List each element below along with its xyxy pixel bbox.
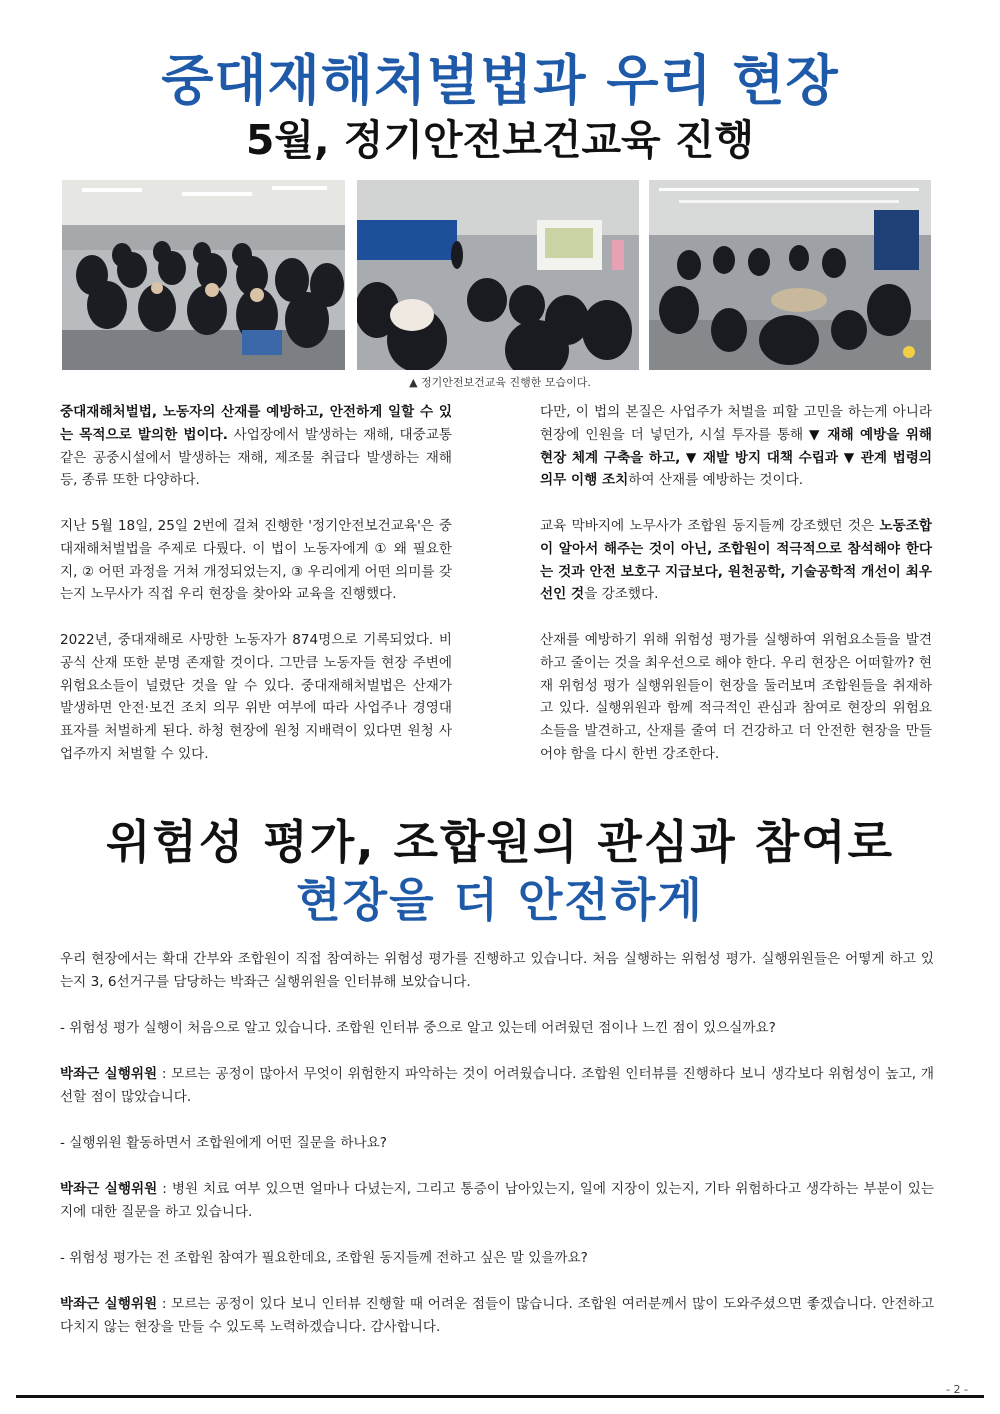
interview-question-2: - 실행위원 활동하면서 조합원에게 어떤 질문을 하나요? (60, 1135, 387, 1151)
interview-answer-2 (60, 1178, 934, 1224)
left-p1-rest: 사업장에서 발생하는 재해, 대중교통 같은 공중시설에서 발생하는 재해, 제조물 취급다 발생하는 재해 등, 종류 또한 다양하다. (60, 426, 453, 489)
answer-2-text: : 병원 치료 여부 있으면 얼마나 다녔는지, 그리고 통증이 남아있는지, 일에 지장이 있는지, 기타 위험하다고 생각하는 부분이 있는지에 대한 질문을 하고 있습니다. (60, 1181, 935, 1220)
photo-discussion-circle (649, 180, 931, 370)
photo-caption: ▲ 정기안전보건교육 진행한 모습이다. (409, 376, 591, 389)
left-paragraph-2: 지난 5월 18일, 25일 2번에 걸쳐 진행한 '정기안전보건교육'은 중대재해처벌법을 주제로 다뤘다. 이 법이 노동자에게 ① 왜 필요한지, ② 어떤 과정을 거쳐 개정되었는지, ③ 우리에게 어떤 의미를 갖는지 노무사가 직접 우리 현장을 찾아와 교육을 진행했다. (60, 517, 452, 603)
answer-3-text: : 모르는 공정이 있다 보니 인터뷰 진행할 때 어려운 점들이 많습니다. 조합원 여러분께서 많이 도와주셨으면 좋겠습니다. 안전하고 다치지 않는 현장을 만들 수 있도록 노력하겠습니다. 감사합니다. (60, 1296, 934, 1335)
speaker-name: 박좌근 실행위원 (60, 1296, 158, 1312)
interview-answer-1 (60, 1063, 934, 1109)
photo-presentation (357, 180, 639, 370)
answer-1-text: : 모르는 공정이 많아서 무엇이 위험한지 파악하는 것이 어려웠습니다. 조합원 인터뷰를 진행하다 보니 생각보다 위험성이 높고, 개선할 점이 많았습니다. (60, 1066, 934, 1105)
right-p1-bold: ▼ 재해 예방을 위해 현장 체계 구축을 하고, ▼ 재발 방지 대책 수립과 ▼ 관계 법령의 의무 이행 조치 (540, 426, 932, 489)
right-paragraph-1 (540, 401, 932, 492)
photo-audience-hall (62, 180, 345, 370)
section2-headline-2: 현장을 더 안전하게 (296, 873, 704, 927)
left-p1-bold: 중대재해처벌법, 노동자의 산재를 예방하고, 안전하게 일할 수 있는 목적으로 발의한 법이다. (60, 404, 452, 443)
speaker-name: 박좌근 실행위원 (60, 1066, 158, 1082)
right-column (540, 401, 932, 789)
right-p2-end: 을 강조했다. (584, 586, 659, 603)
interview-answer-3 (60, 1293, 934, 1339)
interview-intro: 우리 현장에서는 확대 간부와 조합원이 직접 참여하는 위험성 평가를 진행하고 있습니다. 처음 실행하는 위험성 평가. 실행위원들은 어떻게 하고 있는지 3, 6선거구를 담당하는 박좌근 실행위원을 인터뷰해 보았습니다. (60, 951, 934, 990)
right-paragraph-3: 산재를 예방하기 위해 위험성 평가를 실행하여 위험요소들을 발견하고 줄이는 것을 최우선으로 해야 한다. 우리 현장은 어떠할까? 현재 위험성 평가 실행위원들이 현장을 둘러보며 조합원들을 취재하고 있다. 실행위원과 함께 적극적인 관심과 참여로 현장의 위험요소들을 발견하고, 산재를 줄여 더 건강하고 더 안전한 현장을 만들어야 함을 다시 한번 강조한다. (540, 631, 932, 762)
page-subtitle: 5월, 정기안전보건교육 진행 (245, 116, 755, 164)
interview-question-3: - 위험성 평가는 전 조합원 참여가 필요한데요, 조합원 동지들께 전하고 싶은 말 있을까요? (60, 1250, 588, 1266)
right-p2-bold: 노동조합이 알아서 해주는 것이 아닌, 조합원이 적극적으로 참석해야 한다는 것과 안전 보호구 지급보다, 원천공학, 기술공학적 개선이 최우선인 것 (540, 517, 932, 603)
right-p1-start: 다만, 이 법의 본질은 사업주가 처벌을 피할 고민을 하는게 아니라 현장에 인원을 더 넣던가, 시설 투자를 통해 (540, 404, 932, 443)
right-p1-end: 하여 산재를 예방하는 것이다. (628, 472, 804, 489)
right-paragraph-2 (540, 515, 932, 606)
left-column (60, 401, 452, 789)
left-paragraph-1 (60, 401, 452, 492)
footer-rule (16, 1395, 984, 1398)
section2-headline-1: 위험성 평가, 조합원의 관심과 참여로 (105, 815, 895, 869)
interview-body (60, 948, 934, 1362)
left-paragraph-3: 2022년, 중대재해로 사망한 노동자가 874명으로 기록되었다. 비공식 산재 또한 분명 존재할 것이다. 그만큼 노동자들 현장 주변에 위험요소들이 널렸단 것을 알 수 있다. 중대재해처벌법은 산재가 발생하면 안전·보건 조치 의무 위반 여부에 따라 사업주나 경영대표자를 처벌하게 된다. 하청 현장에 원청 지배력이 있다면 원청 사업주까지 처벌할 수 있다. (60, 631, 452, 762)
interview-question-1: - 위험성 평가 실행이 처음으로 알고 있습니다. 조합원 인터뷰 중으로 알고 있는데 어려웠던 점이나 느낀 점이 있으실까요? (60, 1020, 776, 1036)
speaker-name: 박좌근 실행위원 (60, 1181, 158, 1197)
right-p2-start: 교육 막바지에 노무사가 조합원 동지들께 강조했던 것은 (540, 517, 880, 534)
page-title: 중대재해처벌법과 우리 현장 (161, 49, 839, 112)
page-number: - 2 - (946, 1383, 968, 1396)
